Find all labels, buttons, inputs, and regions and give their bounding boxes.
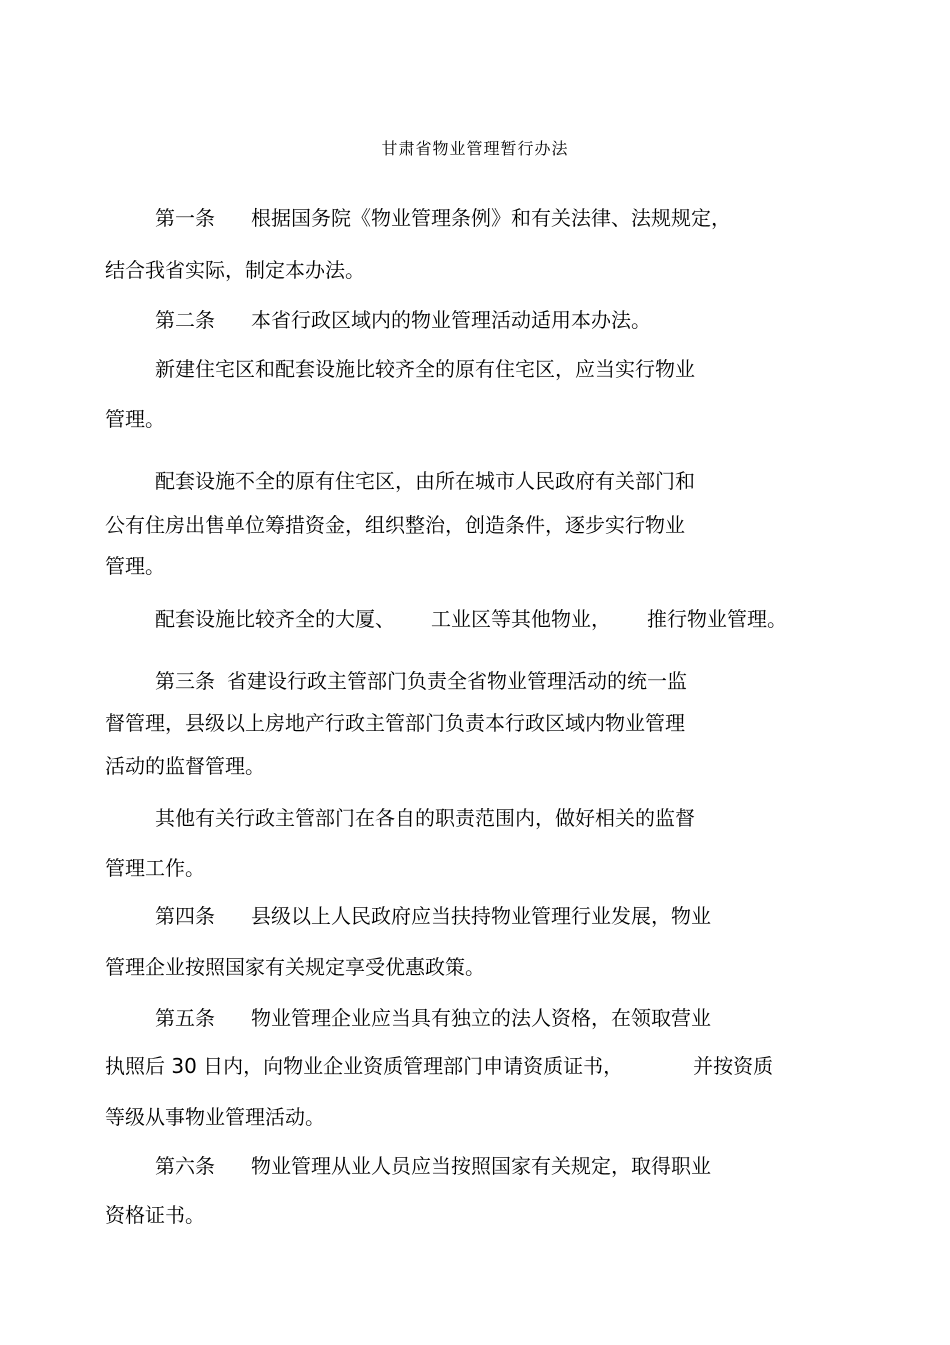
article-3-line-3: 活动的监督管理。: [105, 754, 265, 778]
paragraph-3-line-1: [155, 606, 787, 632]
article-6-text: 物业管理从业人员应当按照国家有关规定，取得职业: [251, 1154, 711, 1178]
paragraph-2-line-1: 配套设施不全的原有住宅区，由所在城市人民政府有关部门和: [155, 469, 695, 493]
article-4-text: 县级以上人民政府应当扶持物业管理行业发展，物业: [251, 904, 711, 928]
paragraph-1-line-2: 管理。: [105, 407, 165, 431]
article-4-line-1: [155, 903, 711, 929]
article-6-line-2: 资格证书。: [105, 1203, 205, 1227]
paragraph-1-line-1: 新建住宅区和配套设施比较齐全的原有住宅区，应当实行物业: [155, 357, 695, 381]
article-5-line-2-part-b: 并按资质: [693, 1054, 774, 1078]
article-2-label: 第二条: [155, 308, 215, 332]
article-5-text: 物业管理企业应当具有独立的法人资格，在领取营业: [251, 1006, 711, 1030]
paragraph-3-part-a: 配套设施比较齐全的大厦、: [155, 607, 395, 631]
article-1-text: 根据国务院《物业管理条例》和有关法律、法规规定，: [251, 206, 731, 230]
paragraph-2-line-2: 公有住房出售单位筹措资金，组织整治，创造条件，逐步实行物业: [105, 513, 685, 537]
article-3-line-2: 督管理，县级以上房地产行政主管部门负责本行政区域内物业管理: [105, 711, 685, 735]
article-2-text: 本省行政区域内的物业管理活动适用本办法。: [251, 308, 651, 332]
article-6-line-1: [155, 1153, 711, 1179]
article-5-line-2-part-a: 执照后 30 日内，向物业企业资质管理部门申请资质证书，: [105, 1054, 624, 1078]
article-3-text: 省建设行政主管部门负责全省物业管理活动的统一监: [227, 669, 687, 693]
article-1-label: 第一条: [155, 206, 215, 230]
article-1-line-1: [155, 205, 731, 231]
paragraph-4-line-1: 其他有关行政主管部门在各自的职责范围内，做好相关的监督: [155, 806, 695, 830]
paragraph-3-part-c: 推行物业管理。: [647, 607, 787, 631]
paragraph-2-line-3: 管理。: [105, 554, 165, 578]
article-3-line-1: [155, 668, 687, 694]
document-title: 甘肃省物业管理暂行办法: [381, 139, 569, 158]
paragraph-4-line-2: 管理工作。: [105, 856, 205, 880]
article-5-line-1: [155, 1005, 711, 1031]
article-6-label: 第六条: [155, 1154, 215, 1178]
article-3-label: 第三条: [155, 669, 215, 693]
paragraph-3-part-b: 工业区等其他物业，: [431, 607, 611, 631]
article-5-label: 第五条: [155, 1006, 215, 1030]
article-5-line-2: [105, 1053, 773, 1079]
article-4-line-2: 管理企业按照国家有关规定享受优惠政策。: [105, 955, 485, 979]
article-4-label: 第四条: [155, 904, 215, 928]
article-2-line-1: [155, 307, 651, 333]
article-5-line-3: 等级从事物业管理活动。: [105, 1105, 325, 1129]
article-1-line-2: 结合我省实际，制定本办法。: [105, 258, 365, 282]
